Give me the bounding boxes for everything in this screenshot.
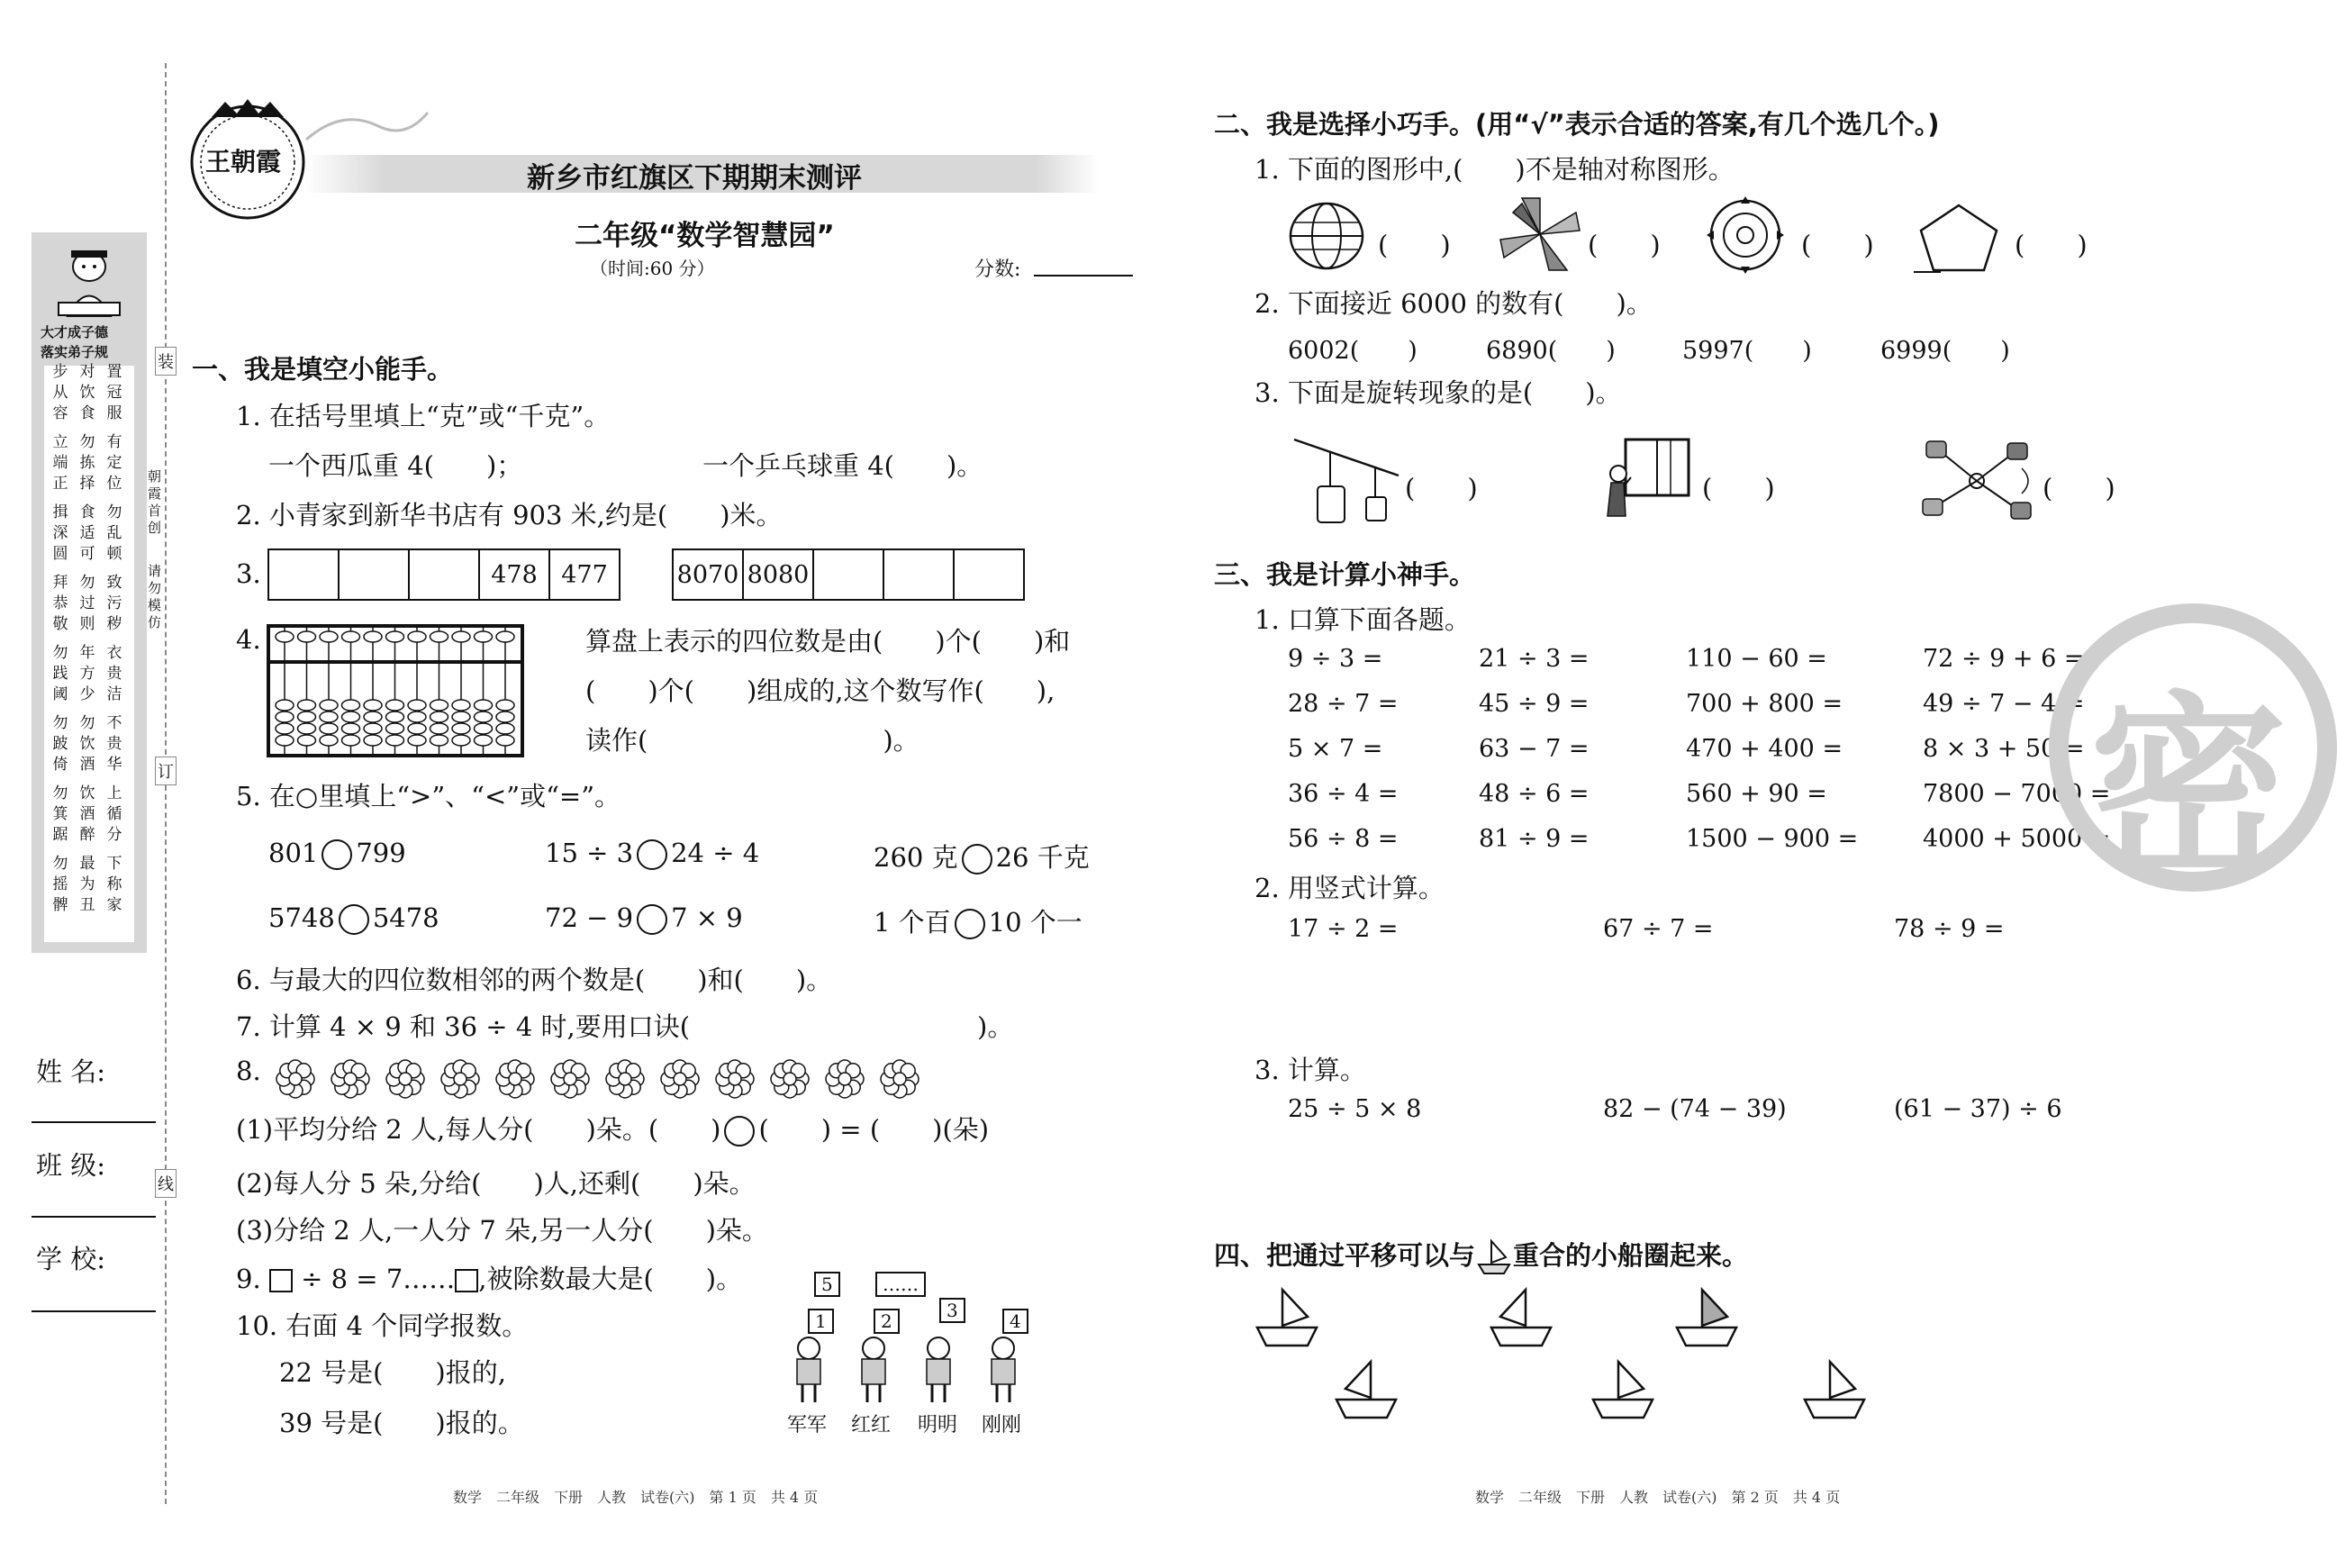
q5-item: 801 799 <box>268 838 406 868</box>
motto-column: 年方少 <box>79 644 95 703</box>
motto-column: 对饮食 <box>79 363 95 422</box>
compute-problem[interactable]: 25 ÷ 5 × 8 <box>1288 1095 1422 1123</box>
oral-problem[interactable]: 9 ÷ 3 = <box>1288 645 1383 673</box>
q3-number-row-1 <box>267 548 620 601</box>
part1-heading: 一、我是填空小能手。 <box>192 354 454 385</box>
pinwheel-shape-icon <box>1495 195 1585 274</box>
oral-problem[interactable]: 28 ÷ 7 = <box>1288 690 1399 718</box>
compare-circle[interactable] <box>339 904 369 935</box>
q1-text: 1. 在括号里填上“克”或“千克”。 <box>236 401 611 431</box>
exam-time: （时间:60 分） <box>590 258 715 279</box>
q7-text[interactable]: 7. 计算 4 × 9 和 36 ÷ 4 时,要用口诀( )。 <box>236 1011 1014 1042</box>
vertical-problem[interactable]: 17 ÷ 2 = <box>1288 915 1399 943</box>
bubble-3: 3 <box>939 1298 965 1323</box>
motto-column: 勿拣择 <box>79 433 95 493</box>
footer-page-2: 数学 二年级 下册 人教 试卷(六) 第 2 页 共 4 页 <box>1475 1489 1841 1506</box>
p2-q3-paren[interactable]: ( ) <box>1405 473 1478 503</box>
q8-part-2[interactable]: (2)每人分 5 朵,分给( )人,还剩( )朵。 <box>236 1168 756 1199</box>
boat-icon[interactable] <box>1673 1286 1740 1349</box>
q6-text[interactable]: 6. 与最大的四位数相邻的两个数是( )和( )。 <box>236 965 833 995</box>
bubble-dots: …… <box>875 1272 926 1297</box>
oral-problem[interactable]: 700 + 800 = <box>1686 690 1843 718</box>
motto-column: 置冠服 <box>106 363 122 422</box>
p2-q1-paren[interactable]: ( ) <box>2015 230 2088 260</box>
exam-title: 新乡市红旗区下期期末测评 <box>527 162 862 195</box>
sliding-window-icon <box>1599 431 1698 534</box>
subject-title: 二年级“数学智慧园” <box>575 220 835 252</box>
motto-column: 下称家 <box>106 855 122 914</box>
oral-problem[interactable]: 81 ÷ 9 = <box>1479 825 1590 853</box>
compute-problem[interactable]: 82 − (74 − 39) <box>1603 1095 1787 1123</box>
copyright-note-1: 朝霞首创 <box>148 468 162 536</box>
motto-column: 拜恭敬 <box>52 574 68 633</box>
q3-r2-cell: 8080 <box>743 549 813 600</box>
school-field-line[interactable] <box>32 1310 156 1312</box>
reference-boat-icon <box>1475 1239 1513 1275</box>
score-label: 分数: <box>974 258 1021 281</box>
q2-text: 2. 小青家到新华书店有 903 米,约是( )米。 <box>236 500 783 530</box>
oral-problem[interactable]: 1500 − 900 = <box>1686 825 1859 853</box>
p2-q2-option[interactable]: 6002( ) <box>1288 337 1418 365</box>
globe-shape-icon <box>1286 200 1367 272</box>
bubble-2: 2 <box>874 1309 900 1334</box>
p2-q2-text: 2. 下面接近 6000 的数有( )。 <box>1255 288 1653 319</box>
q3-r1-cell[interactable] <box>409 549 479 600</box>
score-field[interactable] <box>1034 275 1133 276</box>
q5-text: 5. 在○里填上“>”、“<”或“=”。 <box>236 781 621 811</box>
vertical-problem[interactable]: 78 ÷ 9 = <box>1894 915 2005 943</box>
part3-heading: 三、我是计算小神手。 <box>1214 559 1476 590</box>
q3-r2-cell[interactable] <box>954 549 1024 600</box>
dividend-box[interactable] <box>269 1269 293 1292</box>
compare-circle[interactable] <box>637 839 667 870</box>
q3-r2-cell: 8070 <box>673 549 743 600</box>
kid-name: 刚刚 <box>982 1414 1022 1437</box>
q3-number-row-2 <box>672 548 1025 601</box>
p2-q2-option[interactable]: 6999( ) <box>1880 337 2010 365</box>
q1-item-b[interactable]: 一个乒乓球重 4( )。 <box>702 450 983 481</box>
q4-line-2[interactable]: ( )个( )组成的,这个数写作( ), <box>585 675 1055 706</box>
p2-q2-option[interactable]: 6890( ) <box>1486 337 1616 365</box>
boat-icon[interactable] <box>1254 1286 1320 1349</box>
class-field-line[interactable] <box>32 1216 156 1218</box>
p2-q3-paren[interactable]: ( ) <box>1702 473 1775 503</box>
scholar-illustration <box>32 240 147 321</box>
bubble-4: 4 <box>1002 1309 1028 1334</box>
q8-part-1[interactable]: (1)平均分给 2 人,每人分( )朵。( ) ( ) = ( )(朵) <box>236 1114 990 1145</box>
cable-car-icon <box>1292 432 1400 531</box>
motto-column: 勿摇髀 <box>52 855 68 914</box>
oral-problem[interactable]: 560 + 90 = <box>1686 780 1827 808</box>
q5-item: 72 − 9 7 × 9 <box>545 902 743 933</box>
p2-q1-paren[interactable]: ( ) <box>1588 230 1661 260</box>
q5-item: 260 克 26 千克 <box>874 842 1090 873</box>
bubble-1: 1 <box>808 1309 834 1334</box>
oral-problem[interactable]: 56 ÷ 8 = <box>1288 825 1399 853</box>
motto-column: 勿践阈 <box>52 644 68 703</box>
class-label: 班 级: <box>36 1150 105 1181</box>
operator-circle[interactable] <box>724 1116 755 1147</box>
oral-problem[interactable]: 4000 + 5000 = <box>1923 825 2111 853</box>
motto-column: 勿饮酒 <box>79 714 95 774</box>
boat-icon[interactable] <box>1488 1286 1554 1349</box>
p2-q1-paren[interactable]: ( ) <box>1801 230 1874 260</box>
motto-column: 最为丑 <box>79 855 95 914</box>
q3-r2-cell[interactable] <box>883 549 954 600</box>
part4-heading: 四、把通过平移可以与 重合的小船圈起来。 <box>1214 1236 1748 1275</box>
name-field-line[interactable] <box>32 1121 156 1123</box>
watermark-seal-char: 密 <box>2089 672 2288 905</box>
binding-label-zhuang: 装 <box>155 347 177 376</box>
motto-column: 勿跛倚 <box>52 714 68 774</box>
q10-text: 10. 右面 4 个同学报数。 <box>236 1310 529 1341</box>
p2-q3-paren[interactable]: ( ) <box>2043 473 2115 503</box>
p2-q2-option[interactable]: 5997( ) <box>1682 337 1812 365</box>
q4-label: 4. <box>236 624 261 655</box>
abacus-illustration <box>267 624 524 757</box>
copyright-note-2: 请勿模仿 <box>148 563 162 630</box>
compute-problem[interactable]: (61 − 37) ÷ 6 <box>1894 1095 2062 1123</box>
kid-name: 军军 <box>787 1414 828 1437</box>
q5-item: 1 个百 10 个一 <box>874 907 1082 938</box>
q3-r1-cell: 477 <box>549 549 620 600</box>
motto-column: 勿乱顿 <box>106 503 122 563</box>
motto-column: 衣贵洁 <box>106 644 122 703</box>
q10-item-b[interactable]: 39 号是( )报的。 <box>279 1408 524 1438</box>
oral-problem[interactable]: 63 − 7 = <box>1479 735 1590 763</box>
p3-q1-text: 1. 口算下面各题。 <box>1255 604 1471 635</box>
oral-problem[interactable]: 8 × 3 + 50 = <box>1923 735 2085 763</box>
target-shape-icon <box>1702 195 1789 276</box>
vertical-problem[interactable]: 67 ÷ 7 = <box>1603 915 1714 943</box>
pentagon-shape-icon <box>1914 200 2004 276</box>
motto-column: 食适可 <box>79 503 95 563</box>
boat-icon[interactable] <box>1801 1358 1868 1421</box>
motto-column: 有定位 <box>106 433 122 493</box>
oral-problem[interactable]: 45 ÷ 9 = <box>1479 690 1590 718</box>
oral-problem[interactable]: 49 ÷ 7 − 4 = <box>1923 690 2085 718</box>
oral-problem[interactable]: 72 ÷ 9 + 6 = <box>1923 645 2085 673</box>
p3-q2-text: 2. 用竖式计算。 <box>1255 873 1445 903</box>
oral-problem[interactable]: 48 ÷ 6 = <box>1479 780 1590 808</box>
q8-label: 8. <box>236 1056 261 1086</box>
flowers-illustration <box>272 1056 938 1102</box>
p2-q1-text: 1. 下面的图形中,( )不是轴对称图形。 <box>1255 154 1735 185</box>
name-label: 姓 名: <box>36 1056 105 1087</box>
q9-text[interactable]: 9. ÷ 8 = 7…… ,被除数最大是( )。 <box>236 1264 743 1294</box>
oral-problem[interactable]: 7800 − 7000 = <box>1923 780 2111 808</box>
oral-problem[interactable]: 36 ÷ 4 = <box>1288 780 1399 808</box>
motto-line-1: 大才成子德 <box>41 324 109 340</box>
q5-item: 15 ÷ 3 24 ÷ 4 <box>545 838 760 868</box>
compare-circle[interactable] <box>322 839 352 870</box>
remainder-box[interactable] <box>455 1269 478 1292</box>
motto-column: 勿箕踞 <box>52 784 68 844</box>
school-label: 学 校: <box>36 1244 105 1274</box>
motto-column: 揖深圆 <box>52 503 68 563</box>
boat-icon[interactable] <box>1590 1358 1656 1421</box>
motto-line-2: 落实弟子规 <box>41 344 109 360</box>
part2-heading: 二、我是选择小巧手。(用“√”表示合适的答案,有几个选几个。) <box>1214 109 1940 140</box>
motto-column: 步从容 <box>52 363 68 422</box>
binding-label-xian: 线 <box>155 1169 177 1198</box>
q5-item: 5748 5478 <box>268 902 439 933</box>
compare-circle[interactable] <box>955 909 985 939</box>
q4-line-3[interactable]: 读作( )。 <box>585 725 919 756</box>
kid-name: 明明 <box>918 1414 958 1437</box>
q3-label: 3. <box>236 558 261 589</box>
bubble-5: 5 <box>814 1272 840 1297</box>
motto-column: 上循分 <box>106 784 122 844</box>
q8-part-3[interactable]: (3)分给 2 人,一人分 7 朵,另一人分( )朵。 <box>236 1215 768 1246</box>
spinning-ride-icon <box>1914 432 2040 530</box>
compare-circle[interactable] <box>962 844 992 875</box>
oral-problem[interactable]: 5 × 7 = <box>1288 735 1383 763</box>
motto-column: 立端正 <box>52 433 68 493</box>
binding-label-ding: 订 <box>155 757 177 785</box>
p3-q3-text: 3. 计算。 <box>1255 1055 1366 1085</box>
compare-circle[interactable] <box>637 904 667 935</box>
q3-r1-cell[interactable] <box>339 549 409 600</box>
motto-column: 勿过则 <box>79 574 95 633</box>
oral-problem[interactable]: 110 − 60 = <box>1686 645 1827 673</box>
motto-column: 饮酒醉 <box>79 784 95 844</box>
brand-logo-text: 王朝霞 <box>205 147 282 177</box>
motto-column: 致污秽 <box>106 574 122 633</box>
q10-item-a[interactable]: 22 号是( )报的, <box>279 1357 506 1388</box>
p2-q1-paren[interactable]: ( ) <box>1378 230 1451 260</box>
q3-r1-cell: 478 <box>479 549 549 600</box>
q1-item-a[interactable]: 一个西瓜重 4( )； <box>268 450 523 481</box>
footer-page-1: 数学 二年级 下册 人教 试卷(六) 第 1 页 共 4 页 <box>453 1489 819 1506</box>
oral-problem[interactable]: 470 + 400 = <box>1686 735 1843 763</box>
q3-r1-cell[interactable] <box>268 549 339 600</box>
q4-line-1[interactable]: 算盘上表示的四位数是由( )个( )和 <box>585 626 1071 657</box>
q3-r2-cell[interactable] <box>813 549 883 600</box>
oral-problem[interactable]: 21 ÷ 3 = <box>1479 645 1590 673</box>
p2-q3-text: 3. 下面是旋转现象的是( )。 <box>1255 377 1622 408</box>
kid-name: 红红 <box>851 1414 892 1437</box>
ribbon-decoration <box>306 104 432 158</box>
motto-column: 不贵华 <box>106 714 122 774</box>
boat-icon[interactable] <box>1333 1358 1399 1421</box>
